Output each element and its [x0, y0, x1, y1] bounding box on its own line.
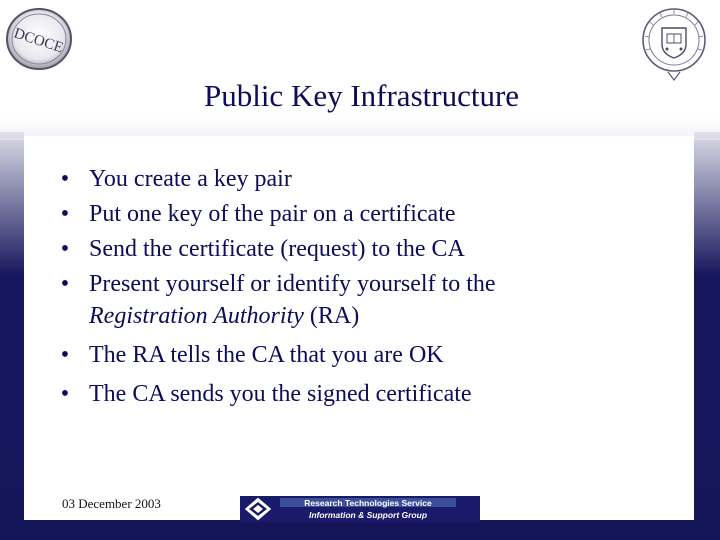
bullet-item	[58, 378, 678, 410]
frame-left	[0, 132, 24, 540]
bullet-text: Put one key of the pair on a certificate	[89, 201, 456, 227]
slide-title: Public Key Infrastructure	[203, 78, 520, 113]
bullet-text: You create a key pair	[89, 166, 292, 192]
bullet-item	[58, 198, 678, 230]
bullet-text: The CA sends you the signed certificate	[89, 381, 472, 407]
bullet-item	[58, 233, 678, 265]
bullet-item	[58, 268, 678, 332]
bullet-icon: •	[60, 236, 70, 262]
bullet-text: Send the certificate (request) to the CA	[89, 236, 465, 262]
bullet-list	[58, 163, 678, 417]
bullet-icon: •	[60, 381, 70, 407]
logo-left-text: DCOCE	[11, 25, 66, 57]
university-crest-icon	[640, 6, 708, 84]
bullet-item	[58, 163, 678, 195]
bullet-icon: •	[60, 166, 70, 192]
bullet-text: Present yourself or identify yourself to the	[89, 271, 496, 297]
bullet-text-suffix: (RA)	[303, 303, 360, 329]
bullet-icon: •	[60, 271, 70, 297]
frame-right	[694, 132, 720, 540]
banner-line1: Research Technologies Service	[304, 498, 432, 508]
bullet-text-italic: Registration Authority	[89, 303, 304, 329]
bullet-icon: •	[60, 342, 70, 368]
frame-bottom	[0, 520, 720, 540]
footer-date: 03 December 2003	[62, 496, 161, 511]
rts-banner	[240, 496, 480, 522]
bullet-text: The RA tells the CA that you are OK	[89, 342, 444, 368]
dcoce-seal-icon	[4, 4, 74, 74]
bullet-item	[58, 339, 678, 371]
banner-line2: Information & Support Group	[308, 510, 428, 520]
bullet-icon: •	[60, 201, 70, 227]
